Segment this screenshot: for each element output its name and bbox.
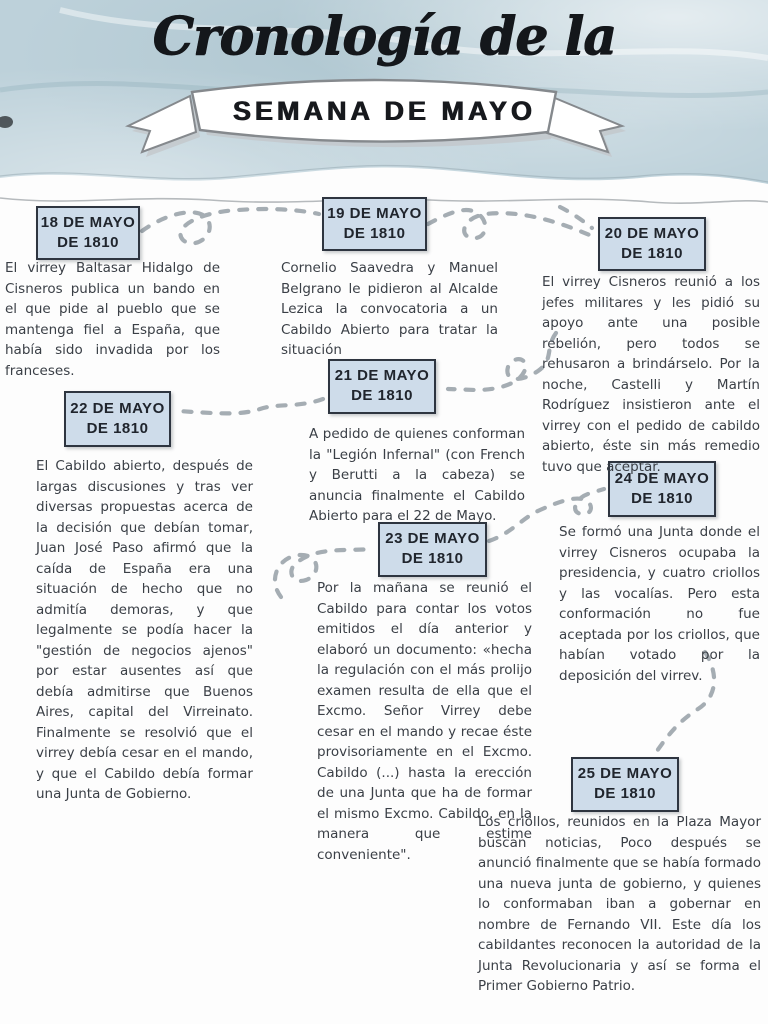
date-box-25-mayo	[571, 757, 679, 812]
date-box-18-mayo	[36, 206, 140, 260]
date-box-20-mayo	[598, 217, 706, 271]
date-box-22-mayo	[64, 391, 171, 447]
date-line1: 19 DE MAYO	[327, 204, 422, 222]
date-line1: 25 DE MAYO	[577, 765, 673, 783]
event-text-19-mayo: Cornelio Saavedra y Manuel Belgrano le pidieron al Alcalde Lezica la convocatoria a un Cabildo Abierto para tratar la situación	[281, 260, 498, 358]
date-line1: 22 DE MAYO	[70, 399, 165, 417]
date-line2: DE 1810	[621, 244, 683, 262]
date-line2: DE 1810	[594, 785, 656, 802]
event-text-24-mayo: Se formó una Junta donde el virrey Cisneros ocupaba la presidencia, y cuatro criollos y las vocalías. Pero esta conformación no fue aceptada por los criollos, que habían votado por la deposición del virrev.	[559, 524, 760, 684]
event-text-25-mayo: Los criollos, reunidos en la Plaza Mayor buscan noticias, Poco después se anunció finalmente que se había formado una nueva junta de gobierno, y quienes lo conformaban iban a gobernar en nombre de Fernando VII. Este día los cabildantes reconocen la autoridad de la Junta Revolucionaria y así se forma el Primer Gobierno Patrio.	[478, 814, 761, 994]
date-line2: DE 1810	[343, 224, 406, 242]
event-text-23-mayo: Por la mañana se reunió el Cabildo para contar los votos emitidos el día anterior y elaboró un documento: «hecha la regulación con el más prolijo examen resulta de ella que el Excmo. Señor Virrey debe cesar en el mando y recae éste provisoriamente en el Excmo. Cabildo (...) hasta la erección de una Junta que ha de formar el mismo Excmo. Cabildo, en la manera que estime conveniente".	[317, 580, 532, 863]
date-line1: 20 DE MAYO	[604, 224, 700, 242]
header-paper-background	[0, 0, 768, 212]
date-line2: DE 1810	[86, 419, 149, 437]
event-text-18-mayo: El virrey Baltasar Hidalgo de Cisneros publica un bando en el que pide al pueblo que se mantenga fiel a España, que había sido invadida por los franceses.	[5, 260, 220, 379]
date-line1: 18 DE MAYO	[40, 213, 136, 231]
date-box-23-mayo	[378, 522, 487, 577]
date-line2: DE 1810	[401, 550, 464, 567]
date-box-21-mayo	[328, 359, 436, 414]
event-text-20-mayo: El virrey Cisneros reunió a los jefes militares y les pidió su apoyo ante una posible rebelión, pero todos se rehusaron a brindárselo. Por la noche, Castelli y Martín Rodríguez insistieron ante el virrey con el pedido de cabildo abierto, éste sin más remedio tuvo que aceptar.	[542, 274, 760, 475]
event-text-21-mayo: A pedido de quienes conforman la "Legión Infernal" (con French y Berutti a la cabeza) se anuncia finalmente el Cabildo Abierto para el 22 de Mayo.	[309, 426, 525, 524]
date-line2: DE 1810	[351, 387, 413, 404]
banner-title: SEMANA DE MAYO	[232, 96, 536, 126]
date-line1: 23 DE MAYO	[385, 530, 480, 548]
date-box-19-mayo	[322, 197, 427, 251]
date-line1: 21 DE MAYO	[334, 367, 430, 385]
event-text-22-mayo: El Cabildo abierto, después de largas discusiones y tras ver diversas propuestas acerca de la decisión que debían tomar, Juan José Paso afirmó que la caída de España era una situación de hecho que no admitía demoras, y que legalmente se podía hacer la "gestión de negocios ajenos" por estar ausentes así que debía admitirse que Buenos Aires, capital del Virreinato. Finalmente se resolvió que el virrey debía cesar en el mando, y que el Cabildo debía formar una Junta de Gobierno.	[36, 458, 253, 802]
date-line2: DE 1810	[57, 233, 119, 251]
date-line2: DE 1810	[631, 489, 693, 507]
page-title: Cronología de la	[152, 6, 616, 67]
date-line1: 24 DE MAYO	[614, 469, 710, 487]
